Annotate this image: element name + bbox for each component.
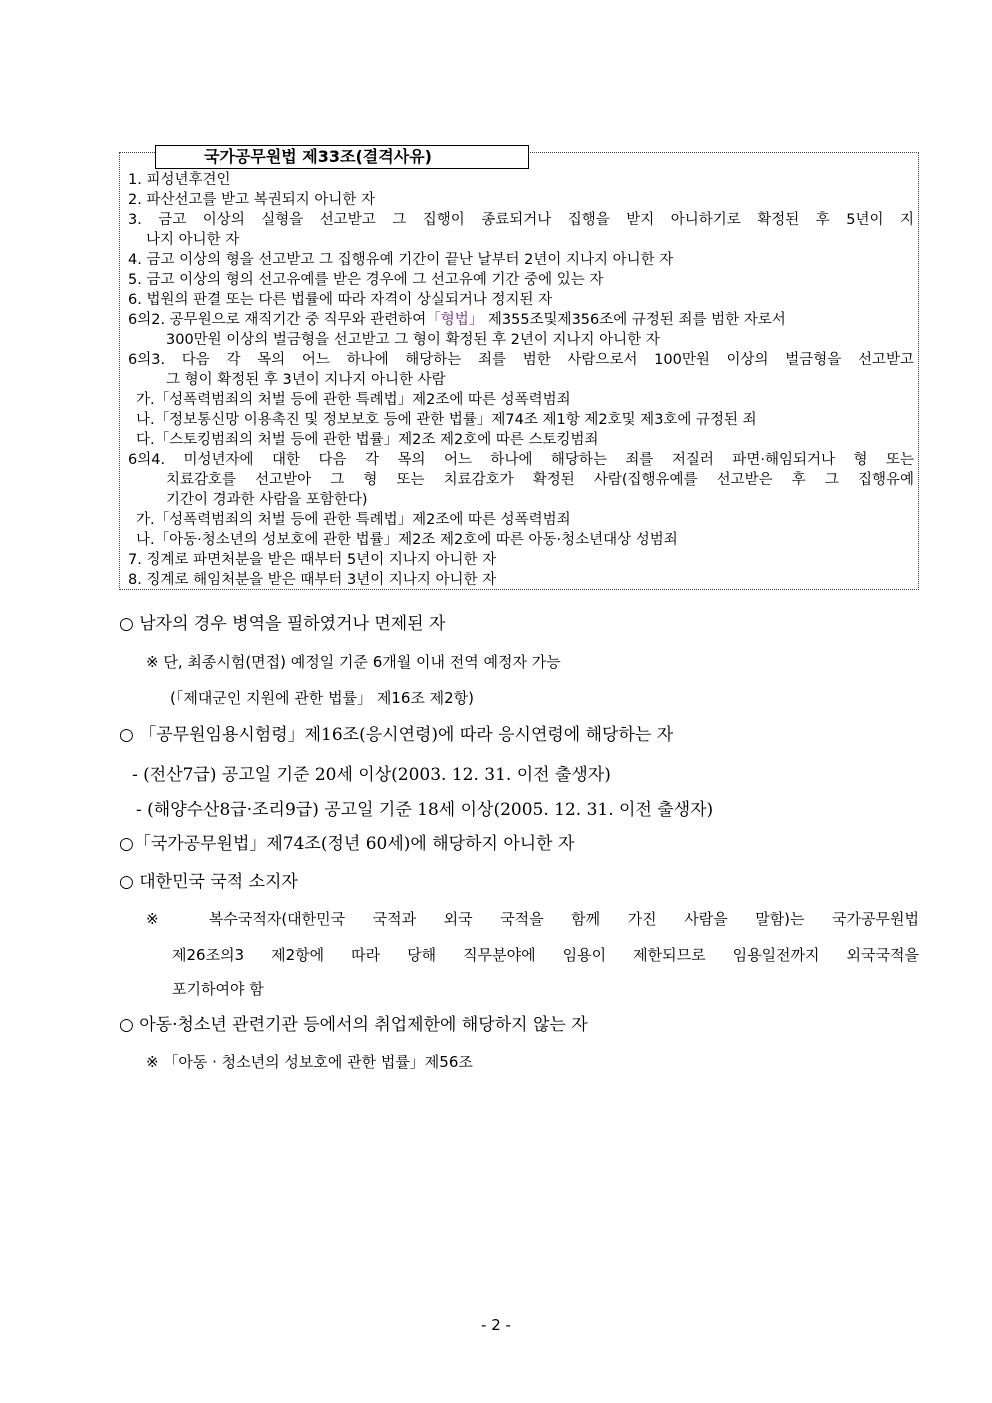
retirement-requirement: ○「국가공무원법」제74조(정년 60세)에 해당하지 아니한 자 <box>119 834 575 854</box>
box-line: 1. 피성년후견인 <box>128 172 231 188</box>
age-item-marine: - (해양수산8급·조리9급) 공고일 기준 18세 이상(2005. 12. 31. 이전 출생자) <box>136 800 714 820</box>
box-line: 300만원 이상의 벌금형을 선고받고 그 형이 확정된 후 2년이 지나지 아니한 자 <box>166 332 660 348</box>
box-line: 치료감호를 선고받아 그 형 또는 치료감호가 확정된 사람(집행유예를 선고받은 후 그 집행유예 <box>166 472 914 488</box>
military-requirement: ○ 남자의 경우 병역을 필하였거나 면제된 자 <box>119 614 446 634</box>
page-number: - 2 - <box>481 1316 511 1334</box>
military-note-law: (「제대군인 지원에 관한 법률」 제16조 제2항) <box>170 689 475 707</box>
box-line: 6의2. 공무원으로 재직기간 중 직무와 관련하여「형법」 제355조및제356조에 규정된 죄를 범한 자로서 <box>128 312 786 328</box>
box-line: 나.「아동·청소년의 성보호에 관한 법률」제2조 제2호에 따른 아동·청소년대상 성범죄 <box>136 532 678 548</box>
box-line: 5. 금고 이상의 형의 선고유예를 받은 경우에 그 선고유예 기간 중에 있는 자 <box>128 272 604 288</box>
box-line: 6. 법원의 판결 또는 다른 법률에 따라 자격이 상실되거나 정지된 자 <box>128 292 553 308</box>
criminal-act-link[interactable]: 「형법」 <box>426 312 484 328</box>
box-line: 7. 징계로 파면처분을 받은 때부터 5년이 지나지 아니한 자 <box>128 552 497 568</box>
nationality-note: ※ 복수국적자(대한민국 국적과 외국 국적을 함께 가진 사람을 말함)는 국가공무원법 <box>146 910 919 928</box>
box-line: 8. 징계로 해임처분을 받은 때부터 3년이 지나지 아니한 자 <box>128 572 497 588</box>
box-line: 6의3. 다음 각 목의 어느 하나에 해당하는 죄를 범한 사람으로서 100만원 이상의 벌금형을 선고받고 <box>128 352 914 368</box>
box-line: 4. 금고 이상의 형을 선고받고 그 집행유예 기간이 끝난 날부터 2년이 지나지 아니한 자 <box>128 252 674 268</box>
box-line: 다.「스토킹범죄의 처벌 등에 관한 법률」제2조 제2호에 따른 스토킹범죄 <box>136 432 599 448</box>
age-item-computing: - (전산7급) 공고일 기준 20세 이상(2003. 12. 31. 이전 출생자) <box>132 765 611 785</box>
box-line: 나지 아니한 자 <box>146 232 240 248</box>
military-note: ※ 단, 최종시험(면접) 예정일 기준 6개월 이내 전역 예정자 가능 <box>146 653 561 671</box>
box-line: 2. 파산선고를 받고 복권되지 아니한 자 <box>128 192 375 208</box>
box-line: 그 형이 확정된 후 3년이 지나지 아니한 사람 <box>166 372 446 388</box>
child-protection-note: ※ 「아동 · 청소년의 성보호에 관한 법률」제56조 <box>146 1053 473 1071</box>
nationality-requirement: ○ 대한민국 국적 소지자 <box>119 872 298 892</box>
box-line: 가.「성폭력범죄의 처벌 등에 관한 특례법」제2조에 따른 성폭력범죄 <box>136 392 571 408</box>
box-line: 나.「정보통신망 이용촉진 및 정보보호 등에 관한 법률」제74조 제1항 제2호및 제3호에 규정된 죄 <box>136 412 757 428</box>
box-line: 6의4. 미성년자에 대한 다음 각 목의 어느 하나에 해당하는 죄를 저질러 파면·해임되거나 형 또는 <box>128 452 914 468</box>
box-line: 기간이 경과한 사람을 포함한다) <box>166 492 368 508</box>
nationality-note: 제26조의3 제2항에 따라 당해 직무분야에 임용이 제한되므로 임용일전까지 외국국적을 <box>172 946 919 964</box>
nationality-note: 포기하여야 함 <box>172 980 264 998</box>
box-line: 3. 금고 이상의 실형을 선고받고 그 집행이 종료되거나 집행을 받지 아니하기로 확정된 후 5년이 지 <box>128 212 914 228</box>
child-protection-requirement: ○ 아동·청소년 관련기관 등에서의 취업제한에 해당하지 않는 자 <box>119 1015 588 1035</box>
age-requirement: ○ 「공무원임용시험령」제16조(응시연령)에 따라 응시연령에 해당하는 자 <box>119 725 674 745</box>
box-title: 국가공무원법 제33조(결격사유) <box>155 145 529 169</box>
box-line: 가.「성폭력범죄의 처벌 등에 관한 특례법」제2조에 따른 성폭력범죄 <box>136 512 571 528</box>
